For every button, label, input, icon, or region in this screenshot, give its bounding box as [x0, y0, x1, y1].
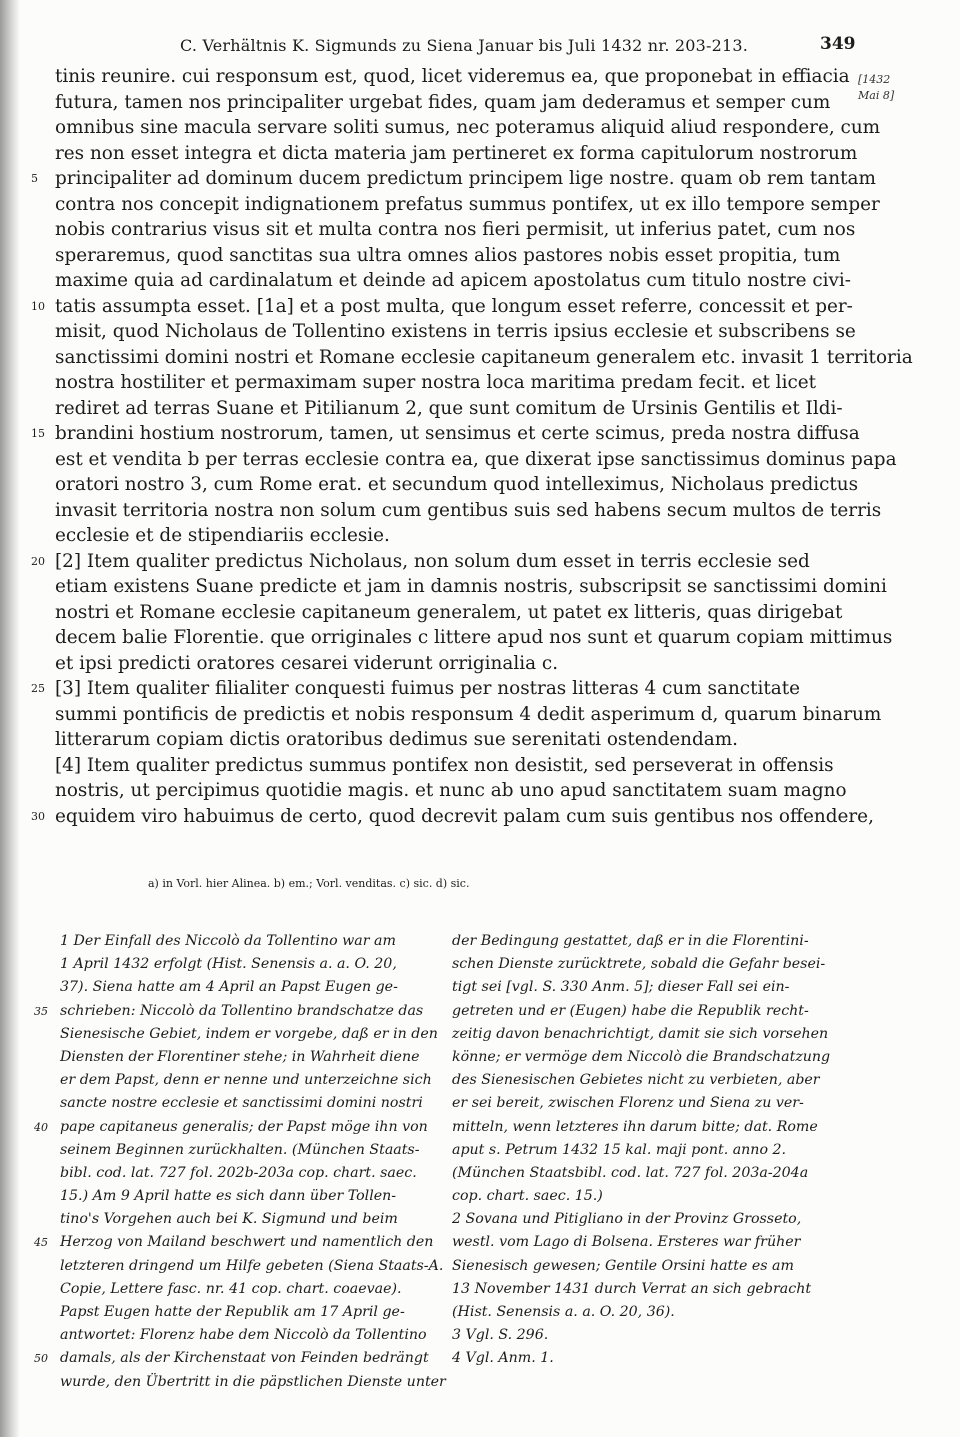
text-line [55, 90, 847, 116]
footnote-line [60, 953, 432, 976]
text-line [55, 625, 893, 651]
text-line [55, 319, 856, 345]
margin-note-line: Mai 8] [858, 89, 895, 102]
line-text: equidem viro habuimus de certo, quod decrevit palam cum suis gentibus nos offendere, [55, 805, 874, 827]
footnote-line: 13 November 1431 durch Verrat an sich gebracht [452, 1280, 812, 1297]
footnote-line: (München Staatsbibl. cod. lat. 727 fol. 203a-204a [452, 1164, 809, 1181]
footnote-text: pape capitaneus generalis; der Papst möge ihn von [60, 1118, 428, 1135]
footnote-text: damals, als der Kirchenstaat von Feinden bedrängt [60, 1350, 429, 1367]
line-text: [2] Item qualiter predictus Nicholaus, non solum dum esset in terris ecclesie sed [55, 550, 810, 572]
footnote-line [60, 1185, 432, 1208]
margin-date-note [858, 72, 894, 104]
running-header: C. Verhältnis K. Sigmunds zu Siena Januar bis Juli 1432 nr. 203-213. [180, 36, 749, 55]
footnote-line [60, 1139, 432, 1162]
text-line [55, 447, 897, 473]
footnote-line: tigt sei [vgl. S. 330 Anm. 5]; dieser Fall sei ein- [452, 979, 790, 996]
line-number: 15 [31, 427, 45, 440]
line-number: 40 [34, 1120, 48, 1134]
line-text: tinis reunire. cui responsum est, quod, licet videremus ea, que proponebat in effiacia [55, 66, 850, 87]
line-number: 45 [34, 1236, 48, 1250]
footnote-line [60, 930, 432, 953]
line-text: contra nos concepit indignationem prefatus summus pontifex, ut ex illo tempore semper [55, 193, 880, 215]
footnote-line [34, 1231, 434, 1254]
margin-note-line: [1432 [858, 73, 891, 86]
footnote-line [60, 1023, 438, 1046]
text-line [55, 370, 847, 396]
footnote-text: Copie, Lettere fasc. nr. 41 cop. chart. coaevae). [60, 1280, 402, 1297]
footnote-text: letzteren dringend um Hilfe gebeten (Siena Staats-A. [60, 1257, 444, 1274]
line-text: [4] Item qualiter predictus summus pontifex non desistit, sed perseverat in offensis [55, 754, 834, 776]
footnote-text: Papst Eugen hatte der Republik am 17 April ge- [60, 1304, 405, 1320]
footnote-line: cop. chart. saec. 15.) [452, 1188, 603, 1205]
footnote-line [60, 1255, 444, 1278]
text-line [55, 243, 847, 269]
footnote-line: westl. vom Lago di Bolsena. Ersteres war früher [452, 1234, 801, 1251]
footnote-line [34, 1116, 432, 1139]
text-line [55, 523, 847, 549]
footnote-text: 37). Siena hatte am 4 April an Papst Eugen ge- [60, 979, 398, 996]
footnote-text: bibl. cod. lat. 727 fol. 202b-203a cop. chart. saec. [60, 1164, 417, 1181]
footnote-text: Sienesische Gebiet, indem er vorgebe, daß er in den [60, 1025, 438, 1042]
line-text: omnibus sine macula servare soliti sumus, nec poteramus aliquid aliud respondere, cum [55, 117, 881, 138]
text-line [55, 345, 913, 371]
line-text: tatis assumpta esset. [1a] et a post multa, que longum esset referre, concessit et per- [55, 295, 853, 317]
text-line [55, 472, 859, 498]
footnote-text: sancte nostre ecclesie et sanctissimi domini nostri [60, 1095, 423, 1112]
text-line [31, 676, 847, 702]
textual-notes: a) in Vorl. hier Alinea. b) em.; Vorl. venditas. c) sic. d) sic. [148, 877, 470, 890]
text-line [31, 549, 847, 575]
text-line [55, 268, 852, 294]
line-text: nostra hostiliter et permaximam super nostra loca maritima predam fecit. et licet [55, 372, 817, 393]
line-text: nostri et Romane ecclesie capitaneum generalem, ut patet ex litteris, quas dirigebat [55, 601, 843, 623]
line-text: nobis contrarius visus sit et multa contra nos fieri permisit, ut inferius patet, cum nos [55, 219, 856, 240]
text-line [55, 753, 847, 779]
line-text: invasit territoria nostra non solum cum gentibus suis sed habens secum multos de terris [55, 499, 882, 521]
line-number: 10 [31, 299, 45, 313]
footnote-line: zeitig davon benachrichtigt, damit sie sich vorsehen [452, 1025, 829, 1042]
line-text: nostris, ut percipimus quotidie magis. et nunc ab uno apud sanctitatem suam magno [55, 780, 847, 801]
text-line [55, 396, 847, 422]
footnote-line [60, 1069, 432, 1092]
footnote-line: des Sienesischen Gebietes nicht zu verbieten, aber [452, 1072, 820, 1089]
text-line [55, 600, 847, 626]
footnote-text: antwortet: Florenz habe dem Niccolò da Tollentino [60, 1327, 427, 1344]
footnote-line: könne; er vermöge dem Niccolò die Brandschatzung [452, 1048, 831, 1065]
footnotes-right-column [452, 930, 852, 1371]
footnote-line [60, 1208, 432, 1231]
footnote-text: 15.) Am 9 April hatte es sich dann über Tollen- [60, 1188, 397, 1205]
footnote-line [60, 1278, 432, 1301]
line-text: litterarum copiam dictis oratoribus dedimus sue serenitati ostendendam. [55, 729, 738, 750]
footnote-line [34, 1347, 432, 1370]
line-text: decem balie Florentie. que orriginales c littere apud nos sunt et quarum copiam mittimus [55, 627, 893, 648]
footnote-line: mitteln, wenn letzteres ihn darum bitte; dat. Rome [452, 1118, 818, 1135]
line-text: etiam existens Suane predicte et jam in damnis nostris, subscripsit se sanctissimi domini [55, 576, 887, 597]
footnote-line: (Hist. Senensis a. a. O. 20, 36). [452, 1304, 675, 1320]
line-text: sanctissimi domini nostri et Romane ecclesie capitaneum generalem etc. invasit 1 territoria [55, 346, 913, 368]
line-number: 35 [34, 1004, 48, 1018]
line-text: speraremus, quod sanctitas sua ultra omnes alios pastores nobis esset propitia, tum [55, 244, 841, 266]
line-text: misit, quod Nicholaus de Tollentino existens in terris ipsius ecclesie et subscribens se [55, 321, 856, 342]
footnote-line: getreten und er (Eugen) habe die Republik recht- [452, 1002, 809, 1019]
footnote-text: wurde, den Übertritt in die päpstlichen Dienste unter [60, 1373, 446, 1390]
footnote-text: schrieben: Niccolò da Tollentino brandschatze das [60, 1002, 424, 1019]
footnote-line: er sei bereit, zwischen Florenz und Siena zu ver- [452, 1095, 804, 1112]
scan-gutter-shadow [0, 0, 20, 1437]
footnote-text: Herzog von Mailand beschwert und namentlich den [60, 1234, 434, 1251]
line-number: 50 [34, 1352, 48, 1366]
text-line [55, 574, 887, 600]
page-number: 349 [820, 34, 856, 54]
text-line [31, 421, 860, 447]
line-number: 20 [31, 554, 45, 568]
line-text: [3] Item qualiter filialiter conquesti fuimus per nostras litteras 4 cum sanctitate [55, 678, 800, 699]
footnote-line: schen Dienste zurücktrete, sobald die Gefahr besei- [452, 956, 826, 973]
text-line [55, 778, 847, 804]
footnote-text: seinem Beginnen zurückhalten. (München Staats- [60, 1141, 420, 1158]
footnote-text: Diensten der Florentiner stehe; in Wahrheit diene [60, 1048, 420, 1065]
line-text: brandini hostium nostrorum, tamen, ut sensimus et certe scimus, preda nostra diffusa [55, 423, 860, 444]
line-number: 5 [31, 172, 38, 185]
footnote-line: Sienesisch gewesen; Gentile Orsini hatte es am [452, 1257, 794, 1274]
text-line [31, 166, 876, 192]
text-line [55, 141, 858, 167]
footnote-line [60, 1324, 432, 1347]
line-text: est et vendita b per terras ecclesie contra ea, que dixerat ipse sanctissimus dominus papa [55, 448, 897, 470]
footnote-line: aput s. Petrum 1432 15 kal. maji pont. anno 2. [452, 1141, 787, 1158]
line-text: maxime quia ad cardinalatum et deinde ad apicem apostolatus cum titulo nostre civi- [55, 270, 852, 291]
text-line [55, 192, 880, 218]
footnote-line [60, 1162, 432, 1185]
line-text: rediret ad terras Suane et Pitilianum 2, que sunt comitum de Ursinis Gentilis et Ildi- [55, 397, 843, 419]
text-line [55, 498, 882, 524]
footnotes-left-column [34, 930, 446, 1394]
footnote-text: 1 Der Einfall des Niccolò da Tollentino war am [60, 933, 396, 949]
footnote-text: 1 April 1432 erfolgt (Hist. Senensis a. a. O. 20, [60, 956, 397, 973]
footnote-line [60, 976, 432, 999]
text-line [55, 115, 881, 141]
footnote-text: er dem Papst, denn er nenne und unterzeichne sich [60, 1072, 432, 1089]
footnote-line [60, 1371, 446, 1394]
footnote-line: 4 Vgl. Anm. 1. [452, 1350, 554, 1367]
footnote-line [60, 1046, 432, 1069]
footnote-line [60, 1301, 432, 1324]
line-text: summi pontificis de predictis et nobis responsum 4 dedit asperimum d, quarum binarum [55, 703, 882, 725]
line-text: res non esset integra et dicta materia jam pertineret ex forma capitulorum nostrorum [55, 142, 858, 164]
line-text: et ipsi predicti oratores cesarei viderunt orriginalia c. [55, 652, 559, 674]
line-text: futura, tamen nos principaliter urgebat fides, quam jam dederamus et semper cum [55, 91, 831, 113]
text-line [31, 294, 853, 320]
line-number: 25 [31, 682, 45, 695]
line-text: oratori nostro 3, cum Rome erat. et secundum quod intelleximus, Nicholaus predictus [55, 474, 859, 495]
line-text: principaliter ad dominum ducem predictum principem lige nostre. quam ob rem tantam [55, 168, 876, 189]
text-line [55, 702, 882, 728]
footnote-line: 2 Sovana und Pitigliano in der Provinz Grosseto, [452, 1211, 802, 1228]
footnote-text: tino's Vorgehen auch bei K. Sigmund und beim [60, 1211, 398, 1228]
footnote-line: 3 Vgl. S. 296. [452, 1327, 549, 1344]
footnote-line: der Bedingung gestattet, daß er in die Florentini- [452, 933, 809, 949]
text-line [55, 217, 856, 243]
footnote-line [60, 1092, 432, 1115]
text-line [55, 64, 850, 90]
text-line [55, 727, 847, 753]
line-number: 30 [31, 809, 45, 823]
footnote-line [34, 1000, 432, 1023]
line-text: ecclesie et de stipendiariis ecclesie. [55, 525, 390, 546]
text-line [55, 651, 847, 677]
text-line [31, 804, 874, 830]
